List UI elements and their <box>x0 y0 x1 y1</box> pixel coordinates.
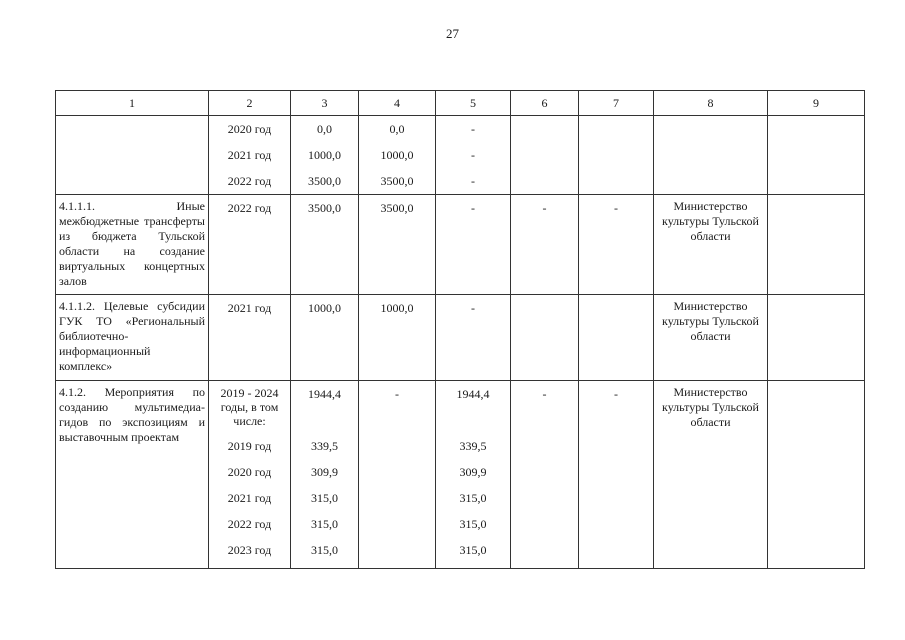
table-row <box>56 381 865 569</box>
years-cell <box>209 116 291 195</box>
column-header: 2 <box>209 91 291 116</box>
header-row <box>56 91 865 116</box>
column-header: 6 <box>511 91 579 116</box>
column-7-cell <box>579 195 654 295</box>
regional-budget-cell <box>359 195 436 295</box>
value: 1000,0 <box>308 301 341 315</box>
column-9-cell <box>768 295 865 381</box>
regional-budget-cell <box>359 116 436 195</box>
column-6-cell <box>511 195 579 295</box>
value: 0,0 <box>317 122 332 136</box>
value: - <box>471 301 475 315</box>
value: - <box>395 387 399 401</box>
column-header: 7 <box>579 91 654 116</box>
page-number: 27 <box>446 26 459 41</box>
column-header: 9 <box>768 91 865 116</box>
year-label: 2022 год <box>227 174 272 188</box>
executor-cell: Министерство культуры Тульской области <box>654 381 768 569</box>
value: 1944,4 <box>308 387 341 401</box>
column-9-cell <box>768 381 865 569</box>
value: 339,5 <box>459 439 487 453</box>
value: 309,9 <box>459 465 487 479</box>
value: 315,0 <box>311 543 338 557</box>
value: 1000,0 <box>380 301 414 315</box>
value: - <box>471 174 475 188</box>
value: 315,0 <box>311 517 338 531</box>
value: 1944,4 <box>456 387 490 401</box>
table-row <box>56 295 865 381</box>
total-cell <box>291 381 359 569</box>
column-9-cell <box>768 195 865 295</box>
column-header: 3 <box>291 91 359 116</box>
budget-table <box>55 90 865 569</box>
column-header: 1 <box>56 91 209 116</box>
column-5-cell <box>436 381 511 569</box>
value: - <box>542 201 547 215</box>
year-label: 2020 год <box>227 122 272 136</box>
executor-cell: Министерство культуры Тульской области <box>654 295 768 381</box>
column-6-cell <box>511 295 579 381</box>
year-label: 2022 год <box>227 201 272 215</box>
regional-budget-cell <box>359 295 436 381</box>
value: 315,0 <box>311 491 338 505</box>
value: 315,0 <box>459 543 487 557</box>
value: 3500,0 <box>380 174 414 188</box>
column-5-cell <box>436 195 511 295</box>
value: 1000,0 <box>308 148 341 162</box>
years-cell <box>209 295 291 381</box>
value: - <box>614 387 618 401</box>
table-row <box>56 116 865 195</box>
value: 309,9 <box>311 465 338 479</box>
value: - <box>542 387 547 401</box>
year-label: 2021 год <box>227 148 272 162</box>
value: 315,0 <box>459 491 487 505</box>
value: 0,0 <box>389 122 405 136</box>
value: - <box>471 148 475 162</box>
total-cell <box>291 295 359 381</box>
value: 339,5 <box>311 439 338 453</box>
years-total-label: 2019 - 2024 годы, в том числе: <box>220 386 279 428</box>
total-cell <box>291 195 359 295</box>
executor-cell: Министерство культуры Тульской области <box>654 195 768 295</box>
measure-name-cell <box>56 116 209 195</box>
column-9-cell <box>768 116 865 195</box>
measure-name-cell: 4.1.2. Мероприятия по созданию мультимедиа-гидов по экспозициям и выставочным проектам <box>56 381 209 569</box>
regional-budget-cell <box>359 381 436 569</box>
column-7-cell <box>579 381 654 569</box>
column-7-cell <box>579 295 654 381</box>
column-6-cell <box>511 116 579 195</box>
table-row <box>56 195 865 295</box>
year-label: 2022 год <box>227 517 272 531</box>
measure-name-cell: 4.1.1.1. Иные межбюджетные трансферты из бюджета Тульской области на создание виртуальных концертных залов <box>56 195 209 295</box>
column-5-cell <box>436 116 511 195</box>
executor-cell <box>654 116 768 195</box>
value: - <box>471 201 475 215</box>
year-label: 2021 год <box>227 491 272 505</box>
value: 3500,0 <box>308 174 341 188</box>
measure-name-cell: 4.1.1.2. Целевые субсидии ГУК ТО «Региональный библиотечно-информационный комплекс» <box>56 295 209 381</box>
value: 1000,0 <box>380 148 414 162</box>
years-cell <box>209 195 291 295</box>
total-cell <box>291 116 359 195</box>
column-7-cell <box>579 116 654 195</box>
year-label: 2021 год <box>227 301 272 315</box>
year-label: 2019 год <box>227 439 272 453</box>
column-header: 5 <box>436 91 511 116</box>
year-label: 2023 год <box>227 543 272 557</box>
value: 3500,0 <box>308 201 341 215</box>
column-6-cell <box>511 381 579 569</box>
year-label: 2020 год <box>227 465 272 479</box>
years-cell <box>209 381 291 569</box>
column-header: 8 <box>654 91 768 116</box>
column-header: 4 <box>359 91 436 116</box>
value: 315,0 <box>459 517 487 531</box>
value: - <box>614 201 618 215</box>
column-5-cell <box>436 295 511 381</box>
value: - <box>471 122 475 136</box>
value: 3500,0 <box>380 201 414 215</box>
